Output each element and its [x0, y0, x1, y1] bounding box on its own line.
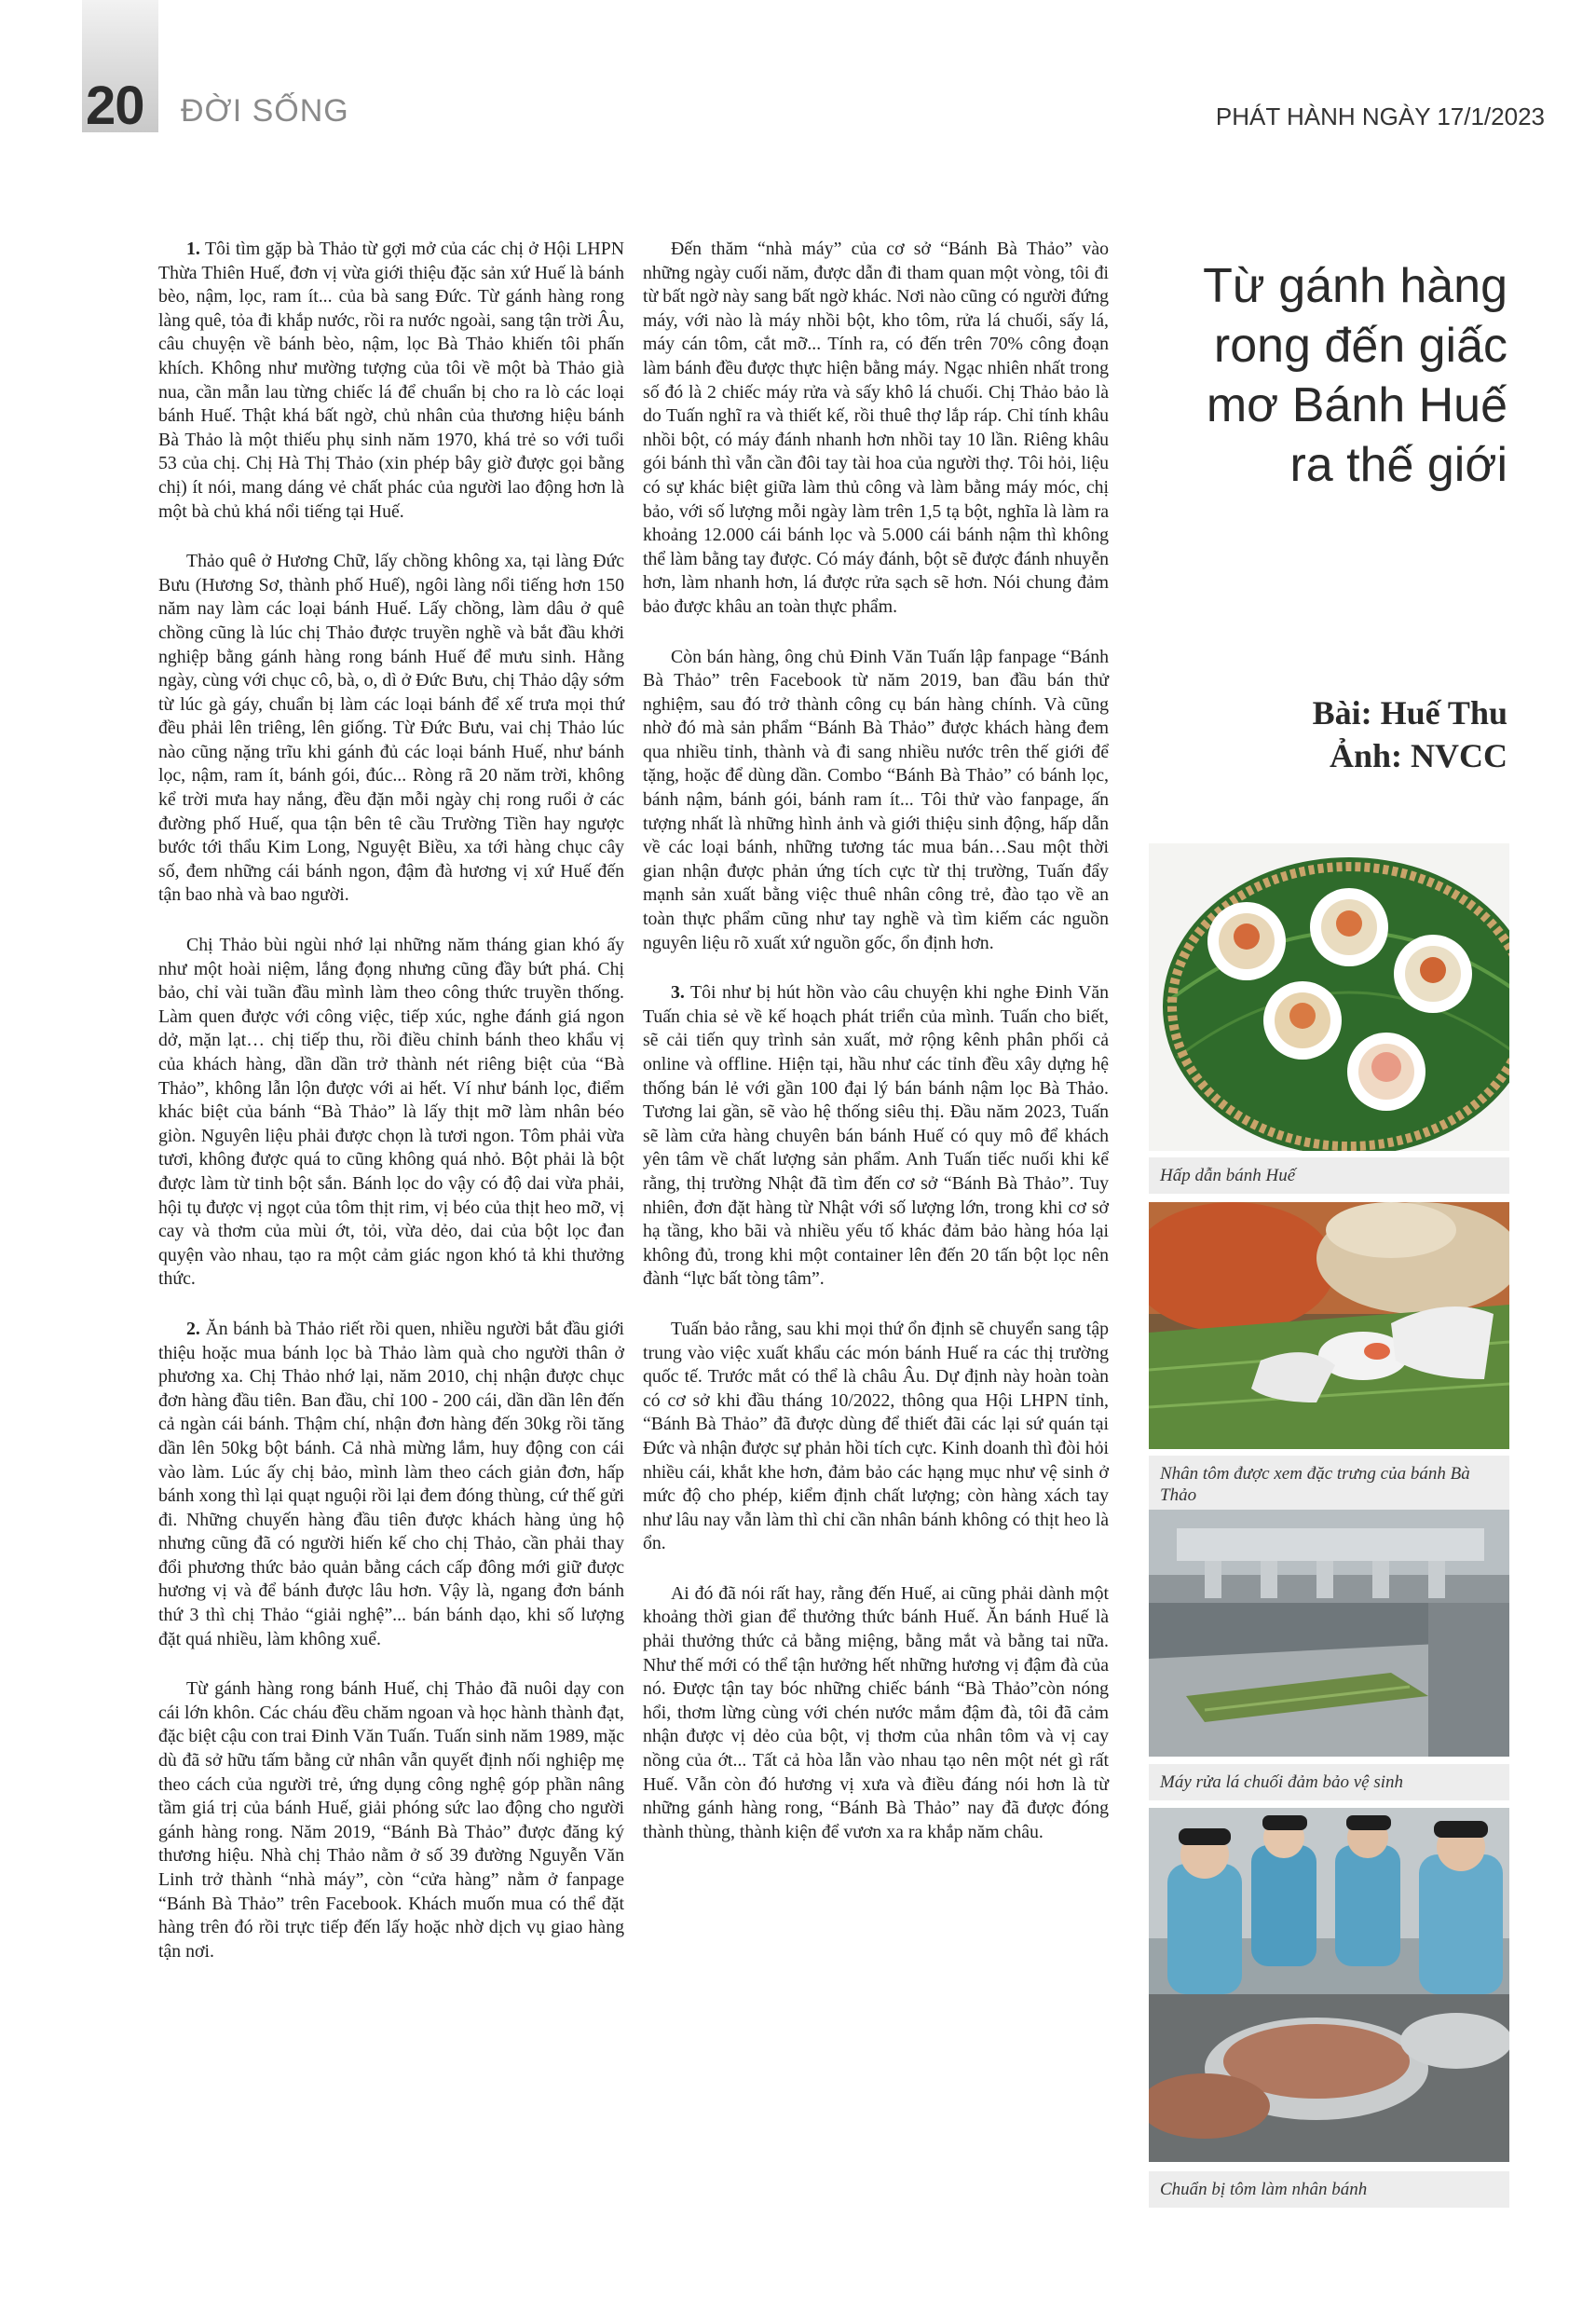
paragraph: Từ gánh hàng rong bánh Huế, chị Thảo đã nuôi dạy con cái lớn khôn. Các cháu đều chăm ngoan và học hành thành đạt, đặc biệt cậu con trai Đinh Văn Tuấn. Tuấn sinh năm 1989, mặc dù đã sở hữu tấm bằng cử nhân vẫn quyết định nối nghiệp mẹ theo cách của người trẻ, ứng dụng công nghệ góp phần nâng tầm giá trị của bánh Huế, giải phóng sức lao động cho người gánh hàng rong. Năm 2019, “Bánh Bà Thảo” được đăng ký thương hiệu. Nhà chị Thảo nằm ở số 39 đường Nguyễn Văn Linh trở thành “nhà máy”, còn “cửa hàng” nằm ở fanpage “Bánh Bà Thảo” trên Facebook. Khách muốn mua có thể đặt hàng trên đó rồi trực tiếp đến lấy hoặc nhờ dịch vụ giao hàng tận nơi.: [158, 1678, 624, 1962]
photo-caption: Hấp dẫn bánh Huế: [1149, 1157, 1509, 1194]
nhan-tom-photo: [1149, 1202, 1509, 1449]
photo-caption: Chuẩn bị tôm làm nhân bánh: [1149, 2171, 1509, 2208]
photo-caption: Nhân tôm được xem đặc trưng của bánh Bà Thảo: [1149, 1456, 1509, 1513]
paragraph: Đến thăm “nhà máy” của cơ sở “Bánh Bà Thảo” vào những ngày cuối năm, được dẫn đi tham quan một vòng, tôi đi từ bất ngờ này sang bất ngờ khác. Nơi nào cũng có người đứng máy, với nào là máy nhồi bột, kho tôm, rửa lá chuối, sấy lá, máy cán tôm, cắt mỡ... Tính ra, có đến trên 70% công đoạn làm bánh đều được thực hiện bằng máy. Ngạc nhiên nhất trong số đó là 2 chiếc máy rửa và sấy khô lá chuối. Chị Thảo bảo là do Tuấn nghĩ ra và thiết kế, rồi thuê thợ lắp ráp. Chỉ tính khâu nhồi bột, có máy đánh nhanh hơn nhồi tay 10 lần. Riêng khâu gói bánh thì vẫn cần đôi tay tài hoa của người thợ. Tôi hỏi, liệu có sự khác biệt giữa làm thủ công và làm bằng máy móc, chị bảo, với số lượng mỗi ngày làm trên 1,5 tạ bột, nghĩa là làm ra khoảng 12.000 cái bánh lọc và 5.000 cái bánh nậm thì không thể làm bằng tay được. Có máy đánh, bột sẽ được đánh nhuyễn hơn, làm nhanh hơn, lá được rửa sạch sẽ hơn. Nói chung đảm bảo được khâu an toàn thực phẩm.: [643, 239, 1109, 617]
byline-photo: Ảnh: NVCC: [1329, 737, 1507, 774]
article-headline: Từ gánh hàng rong đến giấc mơ Bánh Huế ra thế giới: [1203, 259, 1507, 492]
page-number: 20: [86, 75, 144, 136]
chuan-bi-tom-photo: [1149, 1808, 1509, 2162]
may-rua-la-photo: [1149, 1510, 1509, 1757]
article-column-2: [643, 238, 1109, 1870]
paragraph: 1. Tôi tìm gặp bà Thảo từ gợi mở của các chị ở Hội LHPN Thừa Thiên Huế, đơn vị vừa giới thiệu đặc sản xứ Huế là bánh bèo, nậm, lọc, ram ít... của bà sang Đức. Từ gánh hàng rong làng quê, tỏa đi khắp nước, rồi ra nước ngoài, sang tận trời Âu, câu chuyện về bánh bèo, nậm, lọc Bà Thảo khiến tôi phấn khích. Không như mường tượng của tôi về một bà Thảo già nua, cần mẫn lau từng chiếc lá để chuẩn bị cho ra lò các loại bánh Huế. Thật khá bất ngờ, chủ nhân của thương hiệu bánh Bà Thảo là một thiếu phụ sinh năm 1970, khá trẻ so với tuổi 53 của chị. Chị Hà Thị Thảo (xin phép bây giờ được gọi bằng chị) ít nói, mang dáng vẻ chất phác của người lao động hơn là một bà chủ khá nổi tiếng tại Huế.: [158, 239, 624, 522]
paragraph: Chị Thảo bùi ngùi nhớ lại những năm tháng gian khó ấy như một hoài niệm, lắng đọng nhưng cũng đầy bứt phá. Chị bảo, chỉ vài tuần đầu mình làm theo công thức truyền thống. Làm quen được với công việc, tiếp xúc, nghe đánh giá ngon dở, mặn lạt… chị tiếp thu, rồi điều chỉnh bánh theo khẩu vị của khách hàng, dần dần trở thành nét riêng biệt của “Bà Thảo”, không lẫn lộn được với ai hết. Ví như bánh lọc, điểm khác biệt của bánh “Bà Thảo” là lấy thịt mỡ làm nhân béo giòn. Nguyên liệu phải được chọn là tươi ngon. Tôm phải vừa tươi, không được quá to cũng không quá nhỏ. Bột phải là bột được làm từ tinh bột sắn. Bánh lọc do vậy có độ dai vừa phải, hội tụ được vị ngọt của tôm thịt rim, vị béo của thịt heo mỡ, vị cay và thơm của mùi ớt, tỏi, vừa dẻo, dai của bột lọc đan quyện vào nhau, tạo ra một cảm giác ngon khó tả khi thưởng thức.: [158, 935, 624, 1290]
paragraph: Còn bán hàng, ông chủ Đinh Văn Tuấn lập fanpage “Bánh Bà Thảo” trên Facebook từ năm 2019, ban đầu bán thử nghiệm, sau đó trở thành công cụ bán hàng chính. Và cũng nhờ đó mà sản phẩm “Bánh Bà Thảo” được khách hàng đem qua nhiều tỉnh, thành và đi sang nhiều nước trên thế giới để tặng, hoặc để dùng dần. Combo “Bánh Bà Thảo” có bánh lọc, bánh nậm, bánh gói, bánh ram ít... Tôi thử vào fanpage, ấn tượng nhất là những hình ảnh và giới thiệu sinh động, hấp dẫn về các loại bánh, những tương tác mua bán…Sau một thời gian nhận được phản ứng tích cực từ thị trường, Tuấn đẩy mạnh sản xuất bằng việc thuê nhân công trẻ, đào tạo về an toàn thực phẩm cũng như tay nghề và tìm kiếm các nguồn nguyên liệu rõ xuất xứ nguồn gốc, ổn định hơn.: [643, 646, 1109, 953]
photo-caption: Máy rửa lá chuối đảm bảo vệ sinh: [1149, 1764, 1509, 1800]
paragraph: Ai đó đã nói rất hay, rằng đến Huế, ai cũng phải dành một khoảng thời gian để thưởng thức bánh Huế. Ăn bánh Huế là phải thưởng thức cả bằng miệng, bằng mắt và bằng tai nữa. Như thế mới có thể tận hưởng hết những hương vị đậm đà của nó. Được tận tay bóc những chiếc bánh “Bà Thảo”còn nóng hổi, thơm lừng cùng với chén nước mắm đậm đà, tôi đã cảm nhận được vị dẻo của bột, vị thơm của nhân tôm và vị cay nồng của ớt... Tất cả hòa lẫn vào nhau tạo nên một nét gì rất Huế. Vẫn còn đó hương vị xưa và điều đáng nói hơn là từ những gánh hàng rong, “Bánh Bà Thảo” nay đã được đóng thành thùng, thành kiện để vươn xa ra khắp năm châu.: [643, 1582, 1109, 1842]
paragraph: 3. Tôi như bị hút hồn vào câu chuyện khi nghe Đinh Văn Tuấn chia sẻ về kế hoạch phát triển của mình. Tuấn cho biết, sẽ cải tiến quy trình sản xuất, mở rộng kênh phân phối cả online và offline. Hiện tại, hầu như các tỉnh đều xây dựng hệ thống bán lẻ với gần 100 đại lý bán bánh nậm lọc Bà Thảo. Tương lai gần, sẽ vào hệ thống siêu thị. Đầu năm 2023, Tuấn sẽ làm cửa hàng chuyên bán bánh Huế có quy mô để khách yên tâm về chất lượng sản phẩm. Anh Tuấn tiếc nuối khi kể rằng, thị trường Nhật đã tìm đến cơ sở “Bánh Bà Thảo”. Tuy nhiên, đơn đặt hàng từ Nhật với số lượng lớn, trong khi cơ sở hạ tầng, kho bãi và nhiều yếu tố khác đảm bảo hàng hóa lại không đủ, trong khi một container lên đến 20 tấn bột lọc nên đành “lực bất tòng tâm”.: [643, 982, 1109, 1290]
issue-date: PHÁT HÀNH NGÀY 17/1/2023: [1215, 103, 1545, 130]
paragraph: Tuấn bảo rằng, sau khi mọi thứ ổn định sẽ chuyển sang tập trung vào việc xuất khẩu các món bánh Huế ra các thị trường quốc tế. Trước mắt có thể là châu Âu. Dự định này hoàn toàn có cơ sở khi đầu tháng 10/2022, thông qua Hội LHPN tỉnh, “Bánh Bà Thảo” đã được dùng để thiết đãi các lại sứ quán tại Đức và nhận được sự phản hồi tích cực. Kinh doanh thì đòi hỏi nhiều cái, khắt khe hơn, đảm bảo các hạng mục như vệ sinh ở mức độ cho phép, kiểm định chất lượng; còn hàng xách tay như lâu nay vẫn làm thì chỉ cần nhân bánh không có thịt heo là ổn.: [643, 1318, 1109, 1554]
article-column-1: [158, 238, 624, 1990]
article-byline: [1200, 691, 1507, 777]
paragraph: 2. Ăn bánh bà Thảo riết rồi quen, nhiều người bắt đầu giới thiệu hoặc mua bánh lọc bà Thảo làm quà cho người thân ở phương xa. Chị Thảo nhớ lại, năm 2010, chị nhận được chục đơn hàng đầu tiên. Ban đầu, chỉ 100 - 200 cái, dần dần lên đến cả ngàn cái bánh. Thậm chí, nhận đơn hàng đến 30kg rồi tăng dần lên 50kg bột bánh. Cả nhà mừng lắm, huy động con cái vào làm. Lúc ấy chị bảo, mình làm theo cách giản đơn, hấp bánh xong thì lại quạt nguội rồi lại đem đóng thùng, cứ thế gửi đi. Những chuyến hàng đầu tiên được khách hàng ủng hộ nhưng cũng đã có người hiến kế cho chị Thảo, cần phải thay đổi phương thức bảo quản bằng cách cấp đông mới giữ được hương vị và để bánh được lâu hơn. Vậy là, ngang đơn bánh thứ 3 thì chị Thảo “giải nghệ”... bán bánh dạo, khi số lượng đặt quá nhiều, làm không xuể.: [158, 1318, 624, 1649]
banh-hue-photo: [1149, 843, 1509, 1151]
byline-author: Bài: Huế Thu: [1312, 694, 1507, 732]
section-title: ĐỜI SỐNG: [181, 93, 349, 129]
paragraph: Thảo quê ở Hương Chữ, lấy chồng không xa, tại làng Đức Bưu (Hương Sơ, thành phố Huế), ngôi làng nổi tiếng hơn 150 năm nay làm các loại bánh Huế. Lấy chồng, làm dâu ở quê chồng cũng là lúc chị Thảo được truyền nghề và bắt đầu khởi nghiệp bằng gánh hàng rong bánh Huế để mưu sinh. Hằng ngày, cùng với chục cô, bà, o, dì ở Đức Bưu, chị Thảo dậy sớm từ lúc gà gáy, chuẩn bị làm các loại bánh để xế trưa mọi thứ đều phải lên triêng, lên giống. Từ Đức Bưu, vai chị Thảo lúc nào cũng nặng trĩu khi gánh đủ các loại bánh Huế, như bánh lọc, nậm, ram ít, bánh gói, đúc... Ròng rã 20 năm trời, không kể trời mưa hay nắng, đều đặn mỗi ngày chị rong ruổi ở các đường phố Huế, qua tận bên tê cầu Trường Tiền hay ngược bước tới thẩu Kim Long, Nguyệt Biều, xa tới hàng chục cây số, đem những cái bánh ngon, đậm đà hương vị xứ Huế đến tận bao nhà và bao người.: [158, 551, 624, 906]
